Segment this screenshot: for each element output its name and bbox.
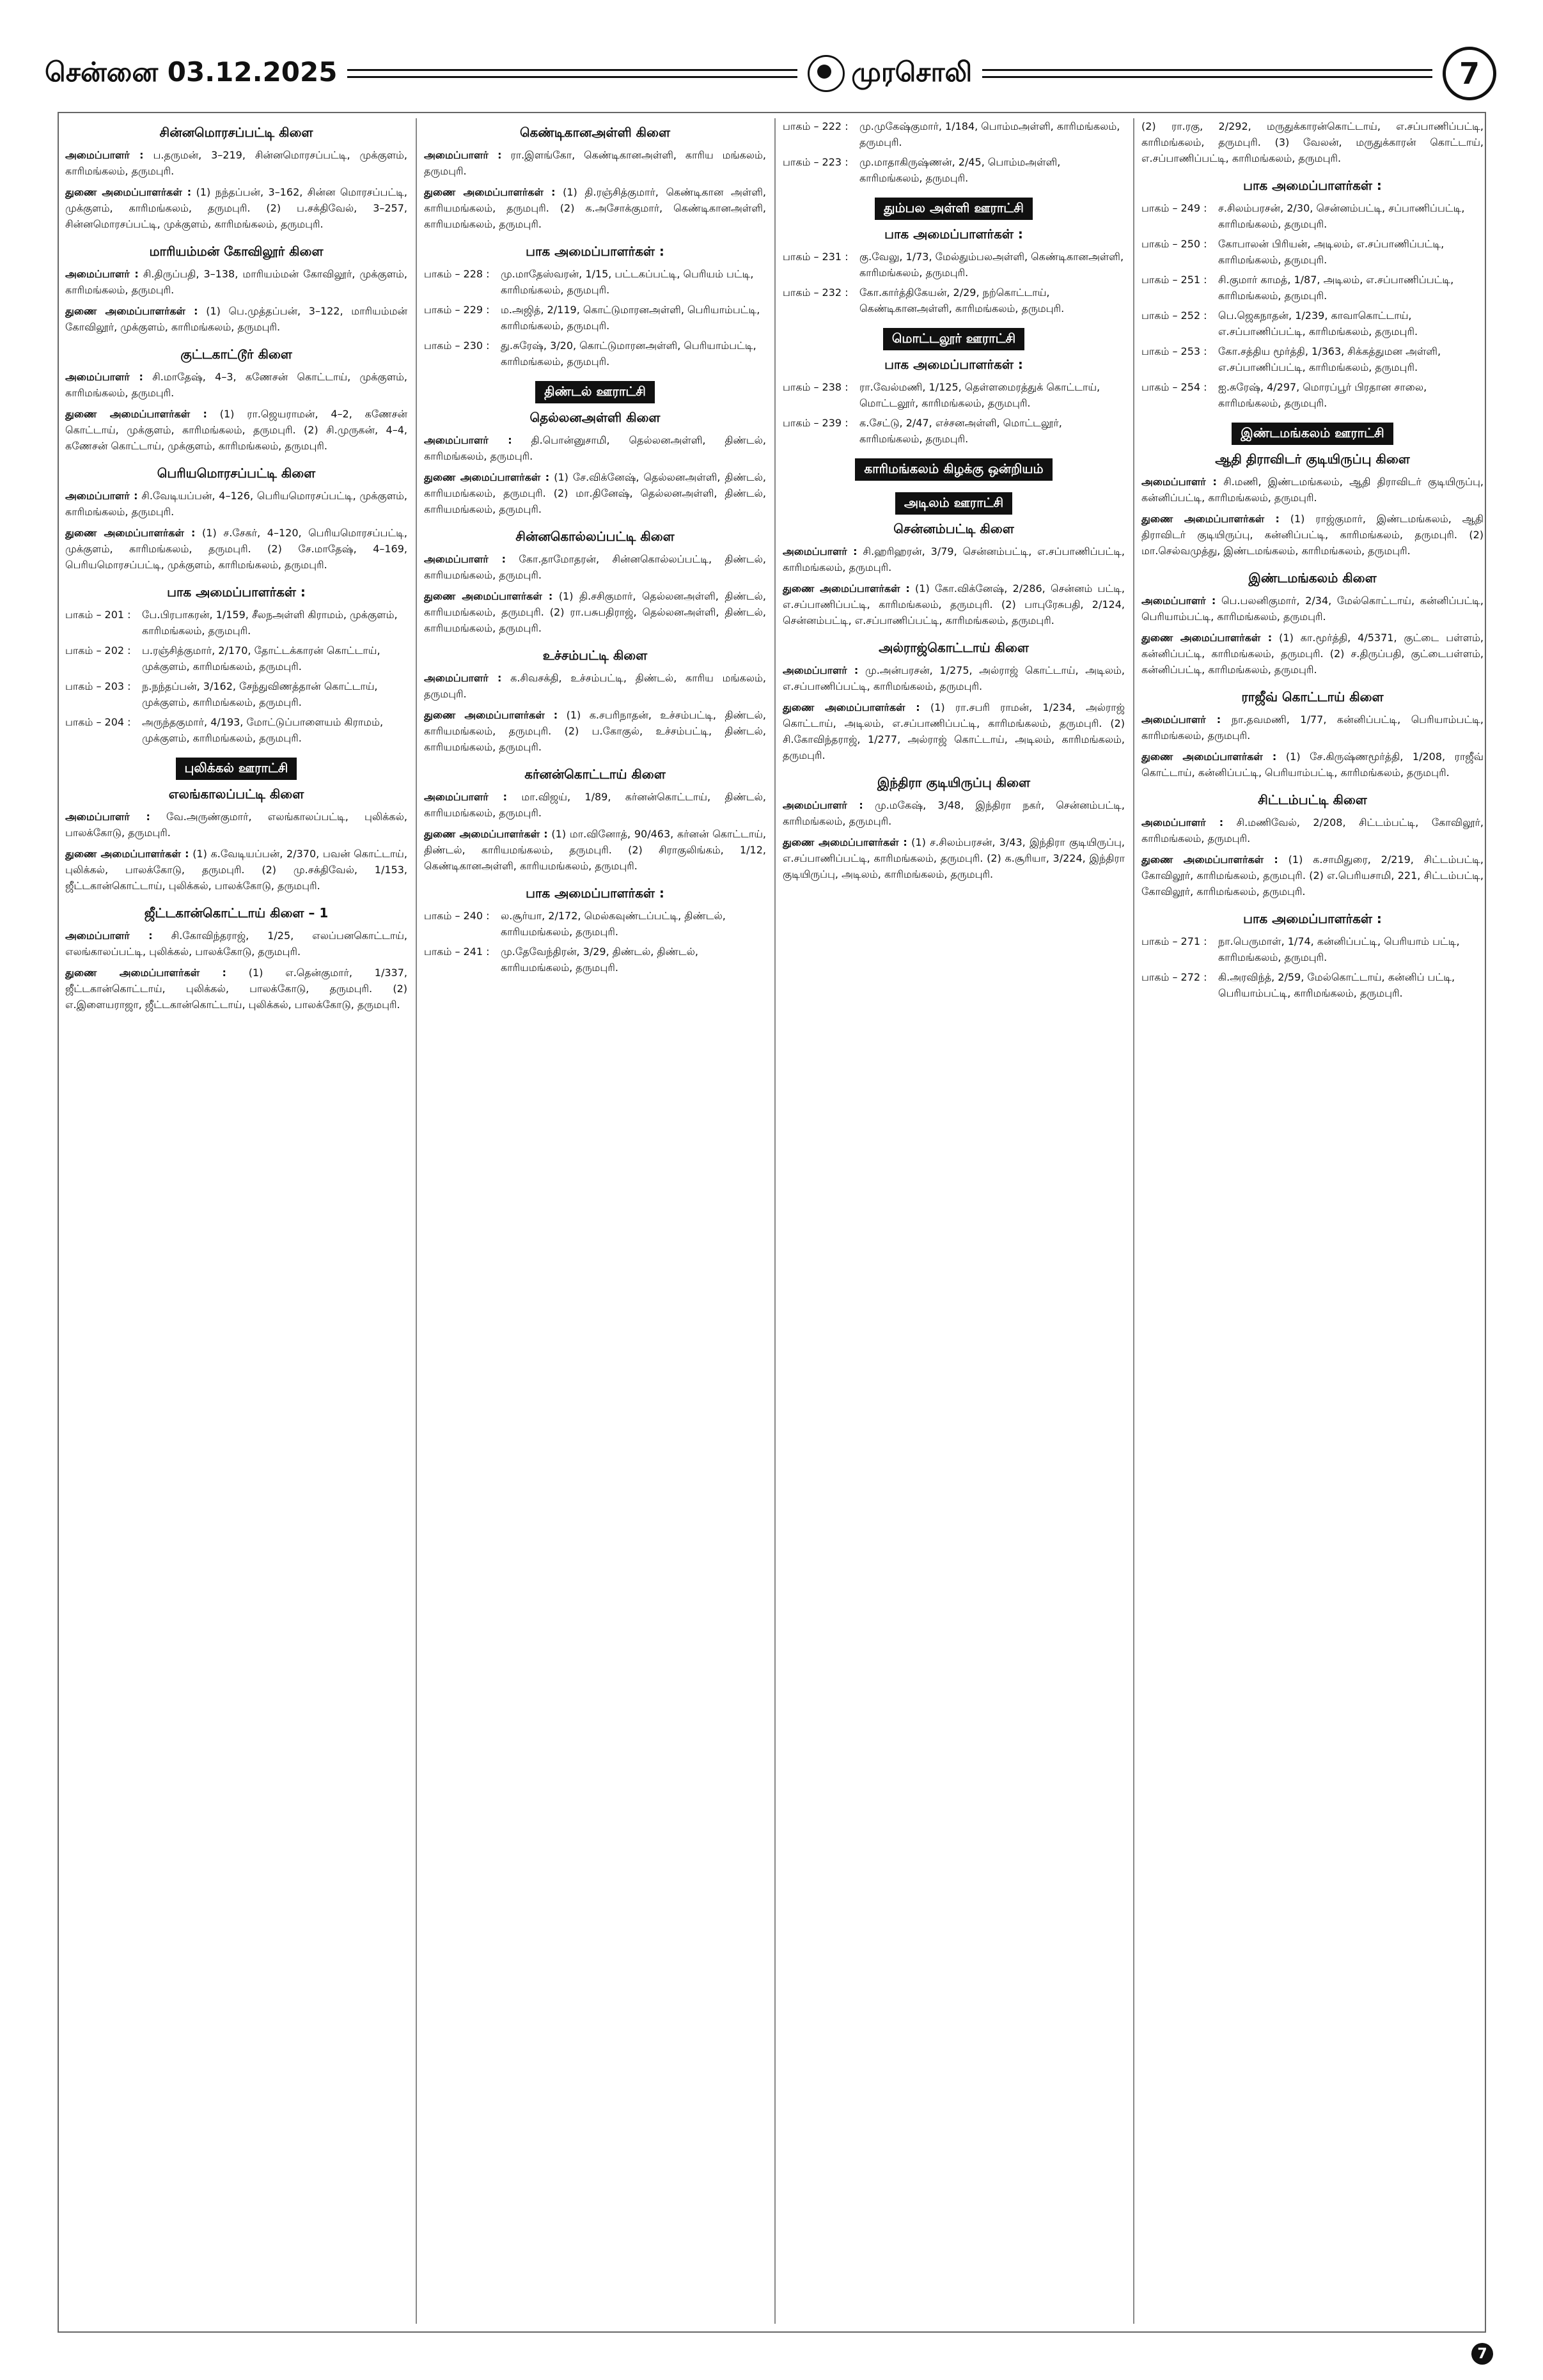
column-divider	[774, 118, 776, 2324]
part-number: பாகம் – 238 :	[783, 381, 849, 393]
entry-text: (1) கா.மூர்த்தி, 4/5371, குட்டை பள்ளம், கன்னிப்பட்டி, காரிமங்கலம், தருமபுரி. (2) ச.திருப்பதி, குட்டைபள்ளம், கன்னிப்பட்டி, காரிமங்கலம், தருமபுரி.	[1141, 632, 1484, 676]
entry-line	[65, 488, 407, 520]
part-number: பாகம் – 228 :	[424, 268, 490, 280]
part-number: பாகம் – 249 :	[1141, 202, 1207, 214]
entry-line	[424, 588, 766, 636]
part-text: கு.வேலு, 1/73, மேல்தும்பலஅள்ளி, கெண்டிகானஅள்ளி, காரிமங்கலம், தருமபுரி.	[859, 251, 1124, 279]
section-heading: கெண்டிகானஅள்ளி கிளை	[519, 125, 671, 140]
entry-label: துணை அமைப்பாளர்கள் :	[424, 590, 553, 602]
section-block	[1141, 911, 1484, 1001]
part-row	[783, 249, 1125, 281]
entry-text: (1) கோ.விக்னேஷ், 2/286, சென்னம் பட்டி, எ.சப்பாணிப்பட்டி, காரிமங்கலம், தருமபுரி. (2) பாபுரேசுபதி, 2/124, சென்னம்பட்டி, எ.சப்பாணிப்பட்டி, காரிமங்கலம், தருமபுரி.	[783, 582, 1125, 626]
section-block	[783, 198, 1125, 316]
part-row	[424, 266, 766, 298]
section-block	[783, 118, 1125, 186]
entry-label: அமைப்பாளர் :	[424, 553, 506, 565]
section-block	[65, 905, 407, 1013]
entry-text: (1) மா.வினோத், 90/463, கர்னன் கொட்டாய், திண்டல், காரியமங்கலம், தருமபுரி. (2) சிராகுலிங்கம், 1/12, கெண்டிகானஅள்ளி, காரியமங்கலம், தருமபுரி.	[424, 828, 766, 872]
section-banner: அடிலம் ஊராட்சி	[895, 492, 1012, 515]
column-divider	[416, 118, 417, 2324]
part-number: பாகம் – 254 :	[1141, 381, 1207, 393]
entry-text: சி.மாதேஷ், 4–3, கணேசன் கொட்டாய், முக்குளம், காரிமங்கலம், தருமபுரி.	[65, 371, 407, 399]
entry-label: துணை அமைப்பாளர்கள் :	[424, 709, 558, 721]
section-heading: ஜீட்டகான்கொட்டாய் கிளை – 1	[144, 905, 329, 921]
section-block	[1141, 423, 1484, 559]
section-block	[65, 346, 407, 454]
newspaper-title: முரசொலி	[851, 56, 973, 88]
section-block	[1141, 792, 1484, 899]
part-row	[1141, 307, 1484, 339]
part-text: மு.முகேஷ்குமார், 1/184, பொம்மஅள்ளி, காரிமங்கலம், தருமபுரி.	[859, 120, 1120, 148]
section-block	[783, 640, 1125, 763]
part-text: அருந்தகுமார், 4/193, மோட்டுப்பாளையம் கிராமம், முக்குளம், காரிமங்கலம், தருமபுரி.	[142, 716, 384, 744]
entry-label: துணை அமைப்பாளர்கள் :	[783, 836, 907, 848]
entry-label: துணை அமைப்பாளர்கள் :	[65, 967, 226, 979]
section-heading: சின்னமொரசப்பட்டி கிளை	[159, 125, 313, 140]
part-row	[783, 379, 1125, 411]
section-block	[65, 465, 407, 573]
entry-label: அமைப்பாளர் :	[65, 811, 150, 823]
entry-label: அமைப்பாளர் :	[65, 929, 153, 942]
part-row	[1141, 272, 1484, 304]
part-row	[1141, 236, 1484, 268]
entry-line	[424, 551, 766, 583]
part-text: மு.தேவேந்திரன், 3/29, திண்டல், திண்டல், காரியமங்கலம், தருமபுரி.	[501, 945, 698, 974]
entry-text: (1) ச.சேகர், 4–120, பெரியமொரசப்பட்டி, முக்குளம், காரிமங்கலம், தருமபுரி. (2) சே.மாதேஷ், 4–169, பெரியமொரசப்பட்டி, முக்குளம், காரிமங்கலம், தருமபுரி.	[65, 527, 407, 571]
entry-line	[65, 184, 407, 232]
entry-label: துணை அமைப்பாளர்கள் :	[424, 471, 550, 483]
entry-text: (1) ராஜ்குமார், இண்டமங்கலம், ஆதி திராவிடர் குடியிருப்பு, கன்னிப்பட்டி, காரிமங்கலம், தருமபுரி. (2) மா.செல்வமுத்து, இண்டமங்கலம், காரிமங்கலம், தருமபுரி.	[1141, 513, 1484, 557]
entry-text: வே.அருண்குமார், எலங்காலப்பட்டி, புலிக்கல், பாலக்கோடு, தருமபுரி.	[65, 811, 407, 839]
entry-label: அமைப்பாளர் :	[783, 799, 863, 811]
section-heading: மாரியம்மன் கோவிலூர் கிளை	[149, 244, 324, 259]
entry-text: சி.கோவிந்தராஜ், 1/25, எலப்பனகொட்டாய், எலங்காலப்பட்டி, புலிக்கல், பாலக்கோடு, தருமபுரி.	[65, 929, 407, 958]
entry-text: (1) ச.சிலம்பரசன், 3/43, இந்திரா குடியிருப்பு, எ.சப்பாணிப்பட்டி, காரிமங்கலம், தருமபுரி. (2) க.சூரியா, 3/224, இந்திரா குடியிருப்பு, அடிலம், காரிமங்கலம், தருமபுரி.	[783, 836, 1125, 880]
entry-label: துணை அமைப்பாளர்கள் :	[65, 527, 196, 539]
part-number: பாகம் – 272 :	[1141, 971, 1207, 983]
entry-text: மு.அன்பரசன், 1/275, அல்ராஜ் கொட்டாய், அடிலம், எ.சப்பாணிப்பட்டி, காரிமங்கலம், தருமபுரி.	[783, 664, 1125, 692]
part-row	[783, 118, 1125, 150]
entry-line	[1141, 852, 1484, 899]
entry-line	[424, 826, 766, 874]
entry-label: அமைப்பாளர் :	[783, 664, 859, 676]
entry-label: துணை அமைப்பாளர்கள் :	[65, 408, 207, 420]
part-row	[783, 154, 1125, 186]
section-heading: ராஜீவ் கொட்டாய் கிளை	[1241, 689, 1384, 704]
entry-line	[65, 525, 407, 573]
part-text: பே.பிரபாகரன், 1/159, சீலநஅள்ளி கிராமம், முக்குளம், காரிமங்கலம், தருமபுரி.	[142, 609, 398, 637]
part-number: பாகம் – 241 :	[424, 945, 490, 958]
section-heading: உச்சம்பட்டி கிளை	[542, 648, 648, 663]
entry-label: துணை அமைப்பாளர்கள் :	[1141, 632, 1273, 644]
entry-label: அமைப்பாளர் :	[65, 268, 139, 280]
entry-label: துணை அமைப்பாளர்கள் :	[783, 701, 920, 713]
section-heading: தெல்லனஅள்ளி கிளை	[529, 410, 661, 425]
section-block	[424, 381, 766, 517]
section-block	[783, 492, 1125, 628]
part-text: கோபாலன் பிரியன், அடிலம், எ.சப்பாணிப்பட்டி, காரிமங்கலம், தருமபுரி.	[1218, 238, 1445, 266]
entry-text: தி.பொன்னுசாமி, தெல்லனஅள்ளி, திண்டல், காரிமங்கலம், தருமபுரி.	[424, 434, 766, 462]
section-block	[783, 775, 1125, 882]
part-number: பாகம் – 202 :	[65, 644, 131, 657]
part-text: து.சுரேஷ், 3/20, கொட்டுமாரனஅள்ளி, பெரியாம்பட்டி, காரிமங்கலம், தருமபுரி.	[501, 339, 756, 368]
entry-line	[65, 266, 407, 298]
part-text: சி.குமார் காமத், 1/87, அடிலம், எ.சப்பாணிப்பட்டி, காரிமங்கலம், தருமபுரி.	[1218, 274, 1454, 302]
column-3	[783, 118, 1125, 2324]
part-text: ந.நந்தப்பன், 3/162, சேந்துவிணத்தான் கொட்டாய், முக்குளம், காரிமங்கலம், தருமபுரி.	[142, 680, 378, 708]
section-heading: பாக அமைப்பாளர்கள் :	[884, 357, 1023, 372]
entry-text: (1) ரா.ஜெயராமன், 4–2, கணேசன் கொட்டாய், முக்குளம், காரிமங்கலம், தருமபுரி. (2) சி.முருகன், 4–4, கணேசன் கொட்டாய், முக்குளம், காரிமங்கலம், தருமபுரி.	[65, 408, 407, 452]
entry-line	[1141, 511, 1484, 559]
entry-line	[783, 699, 1125, 763]
entry-text: (1) ரா.சபரி ராமன், 1/234, அல்ராஜ் கொட்டாய், அடிலம், எ.சப்பாணிப்பட்டி, காரிமங்கலம், தருமபுரி. (2) சி.கோவிந்தராஜ், 1/277, அல்ராஜ் கொட்டாய், அடிலம், காரிமங்கலம், தருமபுரி.	[783, 701, 1125, 761]
part-number: பாகம் – 253 :	[1141, 345, 1207, 357]
entry-label: அமைப்பாளர் :	[65, 371, 143, 383]
part-row	[1141, 200, 1484, 232]
part-row	[65, 607, 407, 639]
part-number: பாகம் – 251 :	[1141, 274, 1207, 286]
part-number: பாகம் – 222 :	[783, 120, 849, 132]
column-divider	[1133, 118, 1134, 2324]
section-block	[1141, 689, 1484, 781]
section-banner: தும்பல அள்ளி ஊராட்சி	[875, 198, 1033, 220]
entry-label: அமைப்பாளர் :	[424, 791, 508, 803]
entry-text: சி.வேடியப்பன், 4–126, பெரியமொரசப்பட்டி, முக்குளம், காரிமங்கலம், தருமபுரி.	[65, 490, 407, 518]
entry-label: அமைப்பாளர் :	[783, 545, 858, 557]
part-number: பாகம் – 240 :	[424, 910, 490, 922]
section-banner: மொட்டலூர் ஊராட்சி	[883, 328, 1024, 350]
entry-line	[65, 846, 407, 894]
section-block	[424, 766, 766, 874]
entry-label: துணை அமைப்பாளர்கள் :	[1141, 751, 1277, 763]
section-heading: பாக அமைப்பாளர்கள் :	[1243, 911, 1382, 926]
entry-line	[424, 147, 766, 179]
entry-label: துணை அமைப்பாளர்கள் :	[65, 305, 198, 317]
part-number: பாகம் – 232 :	[783, 286, 849, 299]
entry-text: மு.மகேஷ், 3/48, இந்திரா நகர், சென்னம்பட்டி, காரிமங்கலம், தருமபுரி.	[783, 799, 1125, 827]
entry-line	[1141, 814, 1484, 846]
part-text: கோ.சத்திய மூர்த்தி, 1/363, சிக்கத்துமன அள்ளி, எ.சப்பாணிப்பட்டி, காரிமங்கலம், தருமபுரி.	[1218, 345, 1441, 373]
section-block	[65, 125, 407, 232]
entry-label: அமைப்பாளர் :	[65, 490, 138, 502]
part-text: க.சேட்டு, 2/47, எச்சனஅள்ளி, மொட்டலூர், காரிமங்கலம், தருமபுரி.	[859, 417, 1062, 445]
part-number: பாகம் – 231 :	[783, 251, 849, 263]
section-heading: சென்னம்பட்டி கிளை	[893, 521, 1014, 536]
masthead-logo	[808, 55, 972, 92]
section-heading: சின்னகொல்லப்பட்டி கிளை	[515, 529, 675, 544]
entry-label: துணை அமைப்பாளர்கள் :	[65, 848, 189, 860]
section-block	[1141, 178, 1484, 411]
section-heading: பாக அமைப்பாளர்கள் :	[1243, 178, 1382, 193]
part-text: கோ.கார்த்திகேயன், 2/29, நற்கொட்டாய், கெண்டிகானஅள்ளி, காரிமங்கலம், தருமபுரி.	[859, 286, 1065, 315]
column-1	[65, 118, 407, 2324]
part-row	[65, 678, 407, 710]
entry-text: (1) சே.கிருஷ்ணமூர்த்தி, 1/208, ராஜீவ் கொட்டாய், கன்னிப்பட்டி, பெரியாம்பட்டி, காரிமங்கலம், தருமபுரி.	[1141, 751, 1484, 779]
part-text: ப.ரஞ்சித்குமார், 2/170, தோட்டக்காரன் கொட்டாய், முக்குளம், காரிமங்கலம், தருமபுரி.	[142, 644, 380, 673]
entry-line	[424, 469, 766, 517]
entry-line	[65, 303, 407, 335]
section-block	[424, 885, 766, 976]
part-row	[424, 908, 766, 940]
column-2	[424, 118, 766, 2324]
entry-text: (1) நந்தப்பன், 3–162, சின்ன மொரசப்பட்டி, முக்குளம், காரிமங்கலம், தருமபுரி. (2) ப.சக்திவேல், 3–257, சின்னமொரசப்பட்டி, முக்குளம், காரிமங்கலம், தருமபுரி.	[65, 186, 407, 230]
section-block	[424, 648, 766, 755]
entry-line	[65, 965, 407, 1013]
entry-text: (1) சே.விக்னேஷ், தெல்லனஅள்ளி, திண்டல், காரியமங்கலம், தருமபுரி. (2) மா.தினேஷ், தெல்லனஅள்ளி, திண்டல், காரியமங்கலம், தருமபுரி.	[424, 471, 766, 515]
entry-label: துணை அமைப்பாளர்கள் :	[783, 582, 910, 595]
part-row	[1141, 379, 1484, 411]
entry-line	[783, 580, 1125, 628]
part-row	[424, 944, 766, 976]
section-block	[424, 529, 766, 636]
entry-text: (1) பெ.முத்தப்பன், 3–122, மாரியம்மன் கோவிலூர், முக்குளம், காரிமங்கலம், தருமபுரி.	[65, 305, 407, 333]
entry-text: (1) தி.ரஞ்சித்குமார், கெண்டிகான அள்ளி, காரியமங்கலம், தருமபுரி. (2) க.அசோக்குமார், கெண்டிகானஅள்ளி, காரியமங்கலம், தருமபுரி.	[424, 186, 766, 230]
part-text: ம.அஜித், 2/119, கொட்டுமாரனஅள்ளி, பெரியாம்பட்டி, காரிமங்கலம், தருமபுரி.	[501, 304, 760, 332]
entry-text: (1) க.சபரிநாதன், உச்சம்பட்டி, திண்டல், காரியமங்கலம், தருமபுரி. (2) ப.கோகுல், உச்சம்பட்டி, திண்டல், காரியமங்கலம், தருமபுரி.	[424, 709, 766, 753]
part-text: ரா.வேல்மணி, 1/125, தெள்ளமைரத்துக் கொட்டாய், மொட்டலூர், காரிமங்கலம், தருமபுரி.	[859, 381, 1100, 409]
entry-line	[783, 834, 1125, 882]
section-heading: பெரியமொரசப்பட்டி கிளை	[157, 465, 316, 481]
part-number: பாகம் – 252 :	[1141, 309, 1207, 322]
section-heading: எலங்காலப்பட்டி கிளை	[168, 786, 304, 802]
part-number: பாகம் – 203 :	[65, 680, 131, 692]
entry-label: துணை அமைப்பாளர்கள் :	[424, 186, 556, 198]
part-text: ச.சிலம்பரசன், 2/30, சென்னம்பட்டி, சப்பாணிப்பட்டி, காரிமங்கலம், தருமபுரி.	[1218, 202, 1465, 230]
part-number: பாகம் – 223 :	[783, 156, 849, 168]
entry-label: துணை அமைப்பாளர்கள் :	[65, 186, 192, 198]
entry-text: சி.ஹரிஹரன், 3/79, சென்னம்பட்டி, எ.சப்பாணிப்பட்டி, காரிமங்கலம், தருமபுரி.	[783, 545, 1125, 573]
entry-text: (1) க.சாமிதுரை, 2/219, சிட்டம்பட்டி, கோவிலூர், காரிமங்கலம், தருமபுரி. (2) எ.பெரியசாமி, 221, சிட்டம்பட்டி, கோவிலூர், காரிமங்கலம், தருமபுரி.	[1141, 853, 1484, 898]
entry-text: பெ.பலனிகுமார், 2/34, மேல்கொட்டாய், கன்னிப்பட்டி, பெரியாம்பட்டி, காரிமங்கலம், தருமபுரி.	[1141, 595, 1484, 623]
entry-label: அமைப்பாளர் :	[424, 149, 502, 161]
section-heading: இந்திரா குடியிருப்பு கிளை	[877, 775, 1031, 790]
part-text: மு.மாதேஸ்வரன், 1/15, பட்டகப்பட்டி, பெரியம் பட்டி, காரிமங்கலம், தருமபுரி.	[501, 268, 754, 296]
section-banner: திண்டல் ஊராட்சி	[535, 381, 655, 403]
entry-text: ரா.இளங்கோ, கெண்டிகானஅள்ளி, காரிய மங்கலம், தருமபுரி.	[424, 149, 766, 177]
footer-page-number: 7	[1471, 2343, 1493, 2365]
section-heading: கர்னன்கொட்டாய் கிளை	[524, 766, 666, 782]
section-block	[65, 758, 407, 894]
section-heading: பாக அமைப்பாளர்கள் :	[167, 584, 306, 600]
entry-text: மா.விஜய், 1/89, கர்னன்கொட்டாய், திண்டல், காரியமங்கலம், தருமபுரி.	[424, 791, 766, 819]
section-heading: இண்டமங்கலம் கிளை	[1248, 570, 1377, 586]
entry-text: சி.மணிவேல், 2/208, சிட்டம்பட்டி, கோவிலூர், காரிமங்கலம், தருமபுரி.	[1141, 816, 1484, 844]
part-number: பாகம் – 229 :	[424, 304, 490, 316]
section-heading: பாக அமைப்பாளர்கள் :	[526, 885, 664, 901]
entry-line	[424, 184, 766, 232]
entry-line	[1141, 712, 1484, 743]
entry-text: (1) எ.தென்குமார், 1/337, ஜீட்டகான்கொட்டாய், புலிக்கல், பாலக்கோடு, தருமபுரி. (2) எ.இளையராஜா, ஜீட்டகான்கொட்டாய், புலிக்கல், பாலக்கோடு, தருமபுரி.	[65, 967, 407, 1011]
entry-label: அமைப்பாளர் :	[424, 672, 502, 684]
part-number: பாகம் – 239 :	[783, 417, 849, 429]
entry-line	[65, 406, 407, 454]
section-block	[783, 458, 1125, 481]
part-row	[1141, 969, 1484, 1001]
entry-line	[65, 147, 407, 179]
masthead-rule-left	[347, 69, 797, 78]
section-heading: சிட்டம்பட்டி கிளை	[1258, 792, 1367, 807]
part-text: ல.சூர்யா, 2/172, மெல்கவுண்டப்பட்டி, திண்டல், காரியமங்கலம், தருமபுரி.	[501, 910, 726, 938]
part-row	[424, 338, 766, 369]
section-block	[424, 244, 766, 369]
entry-line	[65, 369, 407, 401]
part-text: நா.பெருமாள், 1/74, கன்னிப்பட்டி, பெரியாம் பட்டி, காரிமங்கலம், தருமபுரி.	[1218, 935, 1460, 963]
part-text: பெ.ஜெகநாதன், 1/239, காவாகொட்டாய், எ.சப்பாணிப்பட்டி, காரிமங்கலம், தருமபுரி.	[1218, 309, 1418, 338]
entry-label: அமைப்பாளர் :	[1141, 476, 1217, 488]
part-number: பாகம் – 204 :	[65, 716, 131, 728]
masthead-rule-right	[982, 69, 1432, 78]
entry-line	[1141, 118, 1484, 166]
entry-text: கோ.தாமோதரன், சின்னகொல்லப்பட்டி, திண்டல், காரியமங்கலம், தருமபுரி.	[424, 553, 766, 581]
entry-text: க.சிவசக்தி, உச்சம்பட்டி, திண்டல், காரிய மங்கலம், தருமபுரி.	[424, 672, 766, 700]
section-banner: புலிக்கல் ஊராட்சி	[176, 758, 297, 780]
entry-line	[783, 662, 1125, 694]
entry-label: அமைப்பாளர் :	[1141, 595, 1216, 607]
section-block	[424, 125, 766, 232]
section-banner: இண்டமங்கலம் ஊராட்சி	[1232, 423, 1393, 445]
entry-line	[1141, 474, 1484, 506]
part-number: பாகம் – 250 :	[1141, 238, 1207, 250]
entry-label: அமைப்பாளர் :	[1141, 713, 1221, 726]
entry-text: சி.திருப்பதி, 3–138, மாரியம்மன் கோவிலூர், முக்குளம், காரிமங்கலம், தருமபுரி.	[65, 268, 407, 296]
entry-text: நா.தவமணி, 1/77, கன்னிப்பட்டி, பெரியாம்பட்டி, காரிமங்கலம், தருமபுரி.	[1141, 713, 1484, 742]
entry-line	[65, 928, 407, 960]
section-heading: ஆதி திராவிடர் குடியிருப்பு கிளை	[1215, 451, 1410, 467]
section-heading: அல்ராஜ்கொட்டாய் கிளை	[879, 640, 1029, 655]
part-row	[783, 415, 1125, 447]
section-block	[65, 584, 407, 746]
city-date: சென்னை 03.12.2025	[45, 56, 338, 88]
masthead	[45, 45, 1496, 102]
part-row	[783, 284, 1125, 316]
emblem-icon	[808, 55, 845, 92]
entry-label: அமைப்பாளர் :	[1141, 816, 1224, 828]
section-block	[65, 244, 407, 335]
part-number: பாகம் – 201 :	[65, 609, 131, 621]
entry-line	[1141, 593, 1484, 625]
part-row	[1141, 933, 1484, 965]
section-block	[1141, 570, 1484, 678]
part-number: பாகம் – 271 :	[1141, 935, 1207, 947]
part-text: ஐ.சுரேஷ், 4/297, மொரப்பூர் பிரதான சாலை, காரிமங்கலம், தருமபுரி.	[1218, 381, 1427, 409]
entry-label: அமைப்பாளர் :	[65, 149, 144, 161]
entry-line	[783, 797, 1125, 829]
entry-text: (2) ரா.ரகு, 2/292, மருதுக்காரன்கொட்டாய், எ.சப்பாணிப்பட்டி, காரிமங்கலம், தருமபுரி. (3) வேலன், மருதுக்காரன் கொட்டாய், எ.சப்பாணிப்பட்டி, காரிமங்கலம், தருமபுரி.	[1141, 120, 1484, 164]
entry-line	[783, 543, 1125, 575]
section-banner: காரிமங்கலம் கிழக்கு ஒன்றியம்	[855, 458, 1052, 481]
entry-line	[424, 670, 766, 702]
section-block	[783, 328, 1125, 447]
entry-line	[424, 432, 766, 464]
column-4	[1141, 118, 1484, 2324]
section-heading: பாக அமைப்பாளர்கள் :	[884, 226, 1023, 242]
entry-line	[1141, 630, 1484, 678]
section-heading: குட்டகாட்டூர் கிளை	[180, 346, 292, 362]
part-text: மு.மாதாகிருஷ்ணன், 2/45, பொம்மஅள்ளி, காரிமங்கலம், தருமபுரி.	[859, 156, 1061, 184]
entry-label: அமைப்பாளர் :	[424, 434, 512, 446]
entry-text: (1) க.வேடியப்பன், 2/370, பவன் கொட்டாய், புலிக்கல், பாலக்கோடு, தருமபுரி. (2) மு.சக்திவேல், 1/153, ஜீட்டகான்கொட்டாய், புலிக்கல், பாலக்கோடு, தருமபுரி.	[65, 848, 407, 892]
entry-line	[424, 707, 766, 755]
entry-text: சி.மணி, இண்டமங்கலம், ஆதி திராவிடர் குடியிருப்பு, கன்னிப்பட்டி, காரிமங்கலம், தருமபுரி.	[1141, 476, 1484, 504]
part-row	[424, 302, 766, 334]
part-row	[65, 714, 407, 746]
part-number: பாகம் – 230 :	[424, 339, 490, 352]
entry-line	[1141, 749, 1484, 781]
section-heading: பாக அமைப்பாளர்கள் :	[526, 244, 664, 259]
part-row	[65, 642, 407, 674]
entry-text: (1) தி.சசிகுமார், தெல்லனஅள்ளி, திண்டல், காரியமங்கலம், தருமபுரி. (2) ரா.பசுபதிராஜ், தெல்லனஅள்ளி, திண்டல், காரியமங்கலம், தருமபுரி.	[424, 590, 766, 634]
part-row	[1141, 343, 1484, 375]
entry-label: துணை அமைப்பாளர்கள் :	[1141, 513, 1280, 525]
page-number-badge: 7	[1443, 47, 1496, 100]
entry-text: ப.தருமன், 3–219, சின்னமொரசப்பட்டி, முக்குளம், காரிமங்கலம், தருமபுரி.	[65, 149, 407, 177]
entry-label: துணை அமைப்பாளர்கள் :	[1141, 853, 1278, 866]
entry-label: துணை அமைப்பாளர்கள் :	[424, 828, 548, 840]
part-text: கி.அரவிந்த், 2/59, மேல்கொட்டாய், கன்னிப் பட்டி, பெரியாம்பட்டி, காரிமங்கலம், தருமபுரி.	[1218, 971, 1455, 999]
entry-line	[424, 789, 766, 821]
entry-line	[65, 809, 407, 841]
section-block	[1141, 118, 1484, 166]
